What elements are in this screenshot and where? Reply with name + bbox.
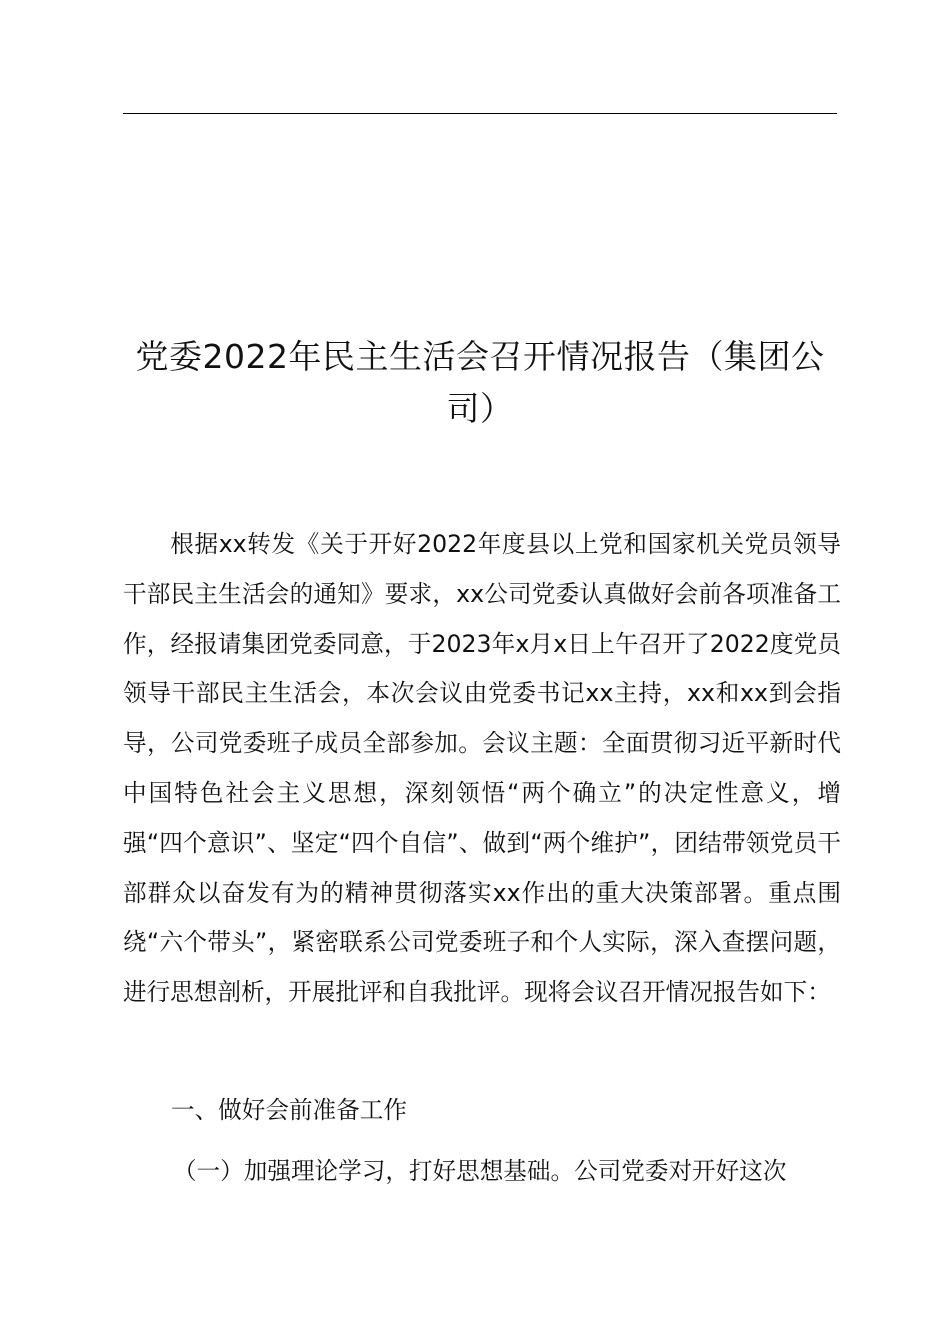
sub-section-paragraph: （一）加强理论学习，打好思想基础。公司党委对开好这次 [173,1157,787,1185]
header-rule [123,113,837,114]
body-paragraph: 根据xx转发《关于开好2022年度县以上党和国家机关党员领导干部民主生活会的通知》要求，xx公司党委认真做好会前各项准备工作，经报请集团党委同意，于2023年x月x日上午召开了2022度党员领导干部民主生活会，本次会议由党委书记xx主持，xx和xx到会指导，公司党委班子成员全部参加。会议主题：全面贯彻习近平新时代中国特色社会主义思想，深刻领悟“两个确立”的决定性意义，增强“四个意识”、坚定“四个自信”、做到“两个维护”，团结带领党员干部群众以奋发有为的精神贯彻落实xx作出的重大决策部署。重点围绕“六个带头”，紧密联系公司党委班子和个人实际，深入查摆问题，进行思想剖析，开展批评和自我批评。现将会议召开情况报告如下： [123,530,841,1007]
section-heading: 一、做好会前准备工作 [171,1096,407,1124]
document-title: 党委2022年民主生活会召开情况报告（集团公司） [135,337,825,428]
